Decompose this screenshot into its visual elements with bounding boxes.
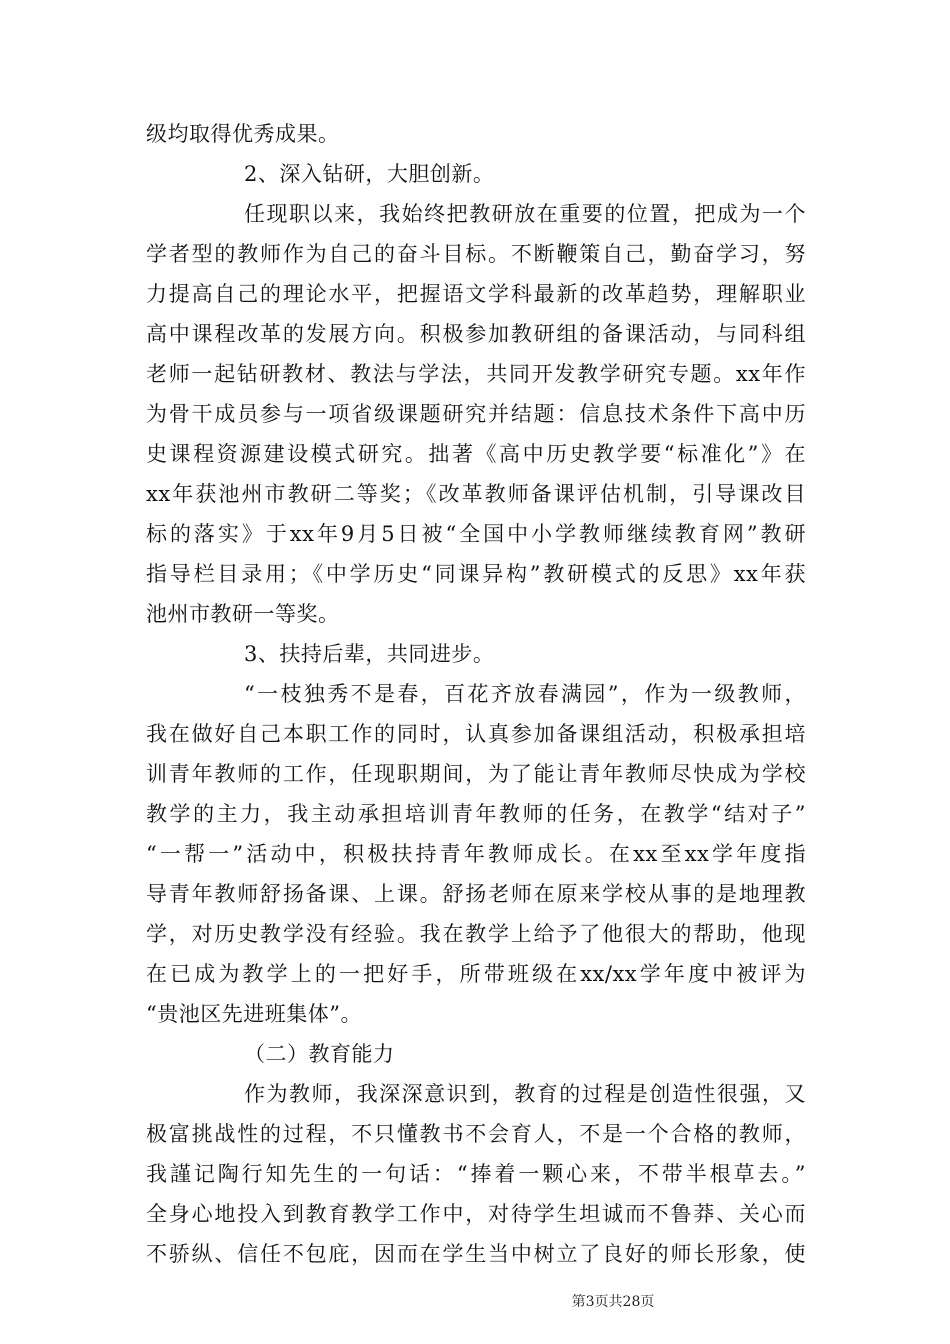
paragraph-line: 指导栏目录用；《中学历史“同课异构”教研模式的反思》xx年获 xyxy=(146,562,806,586)
paragraph-line: 我謹记陶行知先生的一句话：“捧着一颗心来，不带半根草去。” xyxy=(146,1162,806,1186)
page-number-footer: 第3页共28页 xyxy=(571,1294,655,1310)
paragraph-line: 老师一起钻研教材、教法与学法，共同开发教学研究专题。xx年作 xyxy=(146,362,806,386)
paragraph-line: 全身心地投入到教育教学工作中，对待学生坦诚而不鲁莽、关心而 xyxy=(146,1202,806,1226)
paragraph-line: 学，对历史教学没有经验。我在教学上给予了他很大的帮助，他现 xyxy=(146,922,806,946)
paragraph-line: 导青年教师舒扬备课、上课。舒扬老师在原来学校从事的是地理教 xyxy=(146,882,806,906)
paragraph-line: “一帮一”活动中，积极扶持青年教师成长。在xx至xx学年度指 xyxy=(146,842,806,866)
paragraph-line: 作为教师，我深深意识到，教育的过程是创造性很强，又 xyxy=(244,1082,806,1106)
paragraph-line: “一枝独秀不是春，百花齐放春满园”，作为一级教师， xyxy=(244,682,806,706)
paragraph-line: 高中课程改革的发展方向。积极参加教研组的备课活动，与同科组 xyxy=(146,322,806,346)
paragraph-line: 任现职以来，我始终把教研放在重要的位置，把成为一个 xyxy=(244,202,806,226)
paragraph-line: 标的落实》于xx年9月5日被“全国中小学教师继续教育网”教研 xyxy=(146,522,806,546)
paragraph-line: 史课程资源建设模式研究。拙著《高中历史教学要“标准化”》在 xyxy=(146,442,806,466)
paragraph-line: 级均取得优秀成果。 xyxy=(146,122,340,146)
paragraph-line: 极富挑战性的过程，不只懂教书不会育人，不是一个合格的教师， xyxy=(146,1122,806,1146)
section-heading: 2、深入钻研，大胆创新。 xyxy=(244,162,495,186)
paragraph-line: 不骄纵、信任不包庇，因而在学生当中树立了良好的师长形象，使 xyxy=(146,1242,806,1266)
paragraph-line: 力提高自己的理论水平，把握语文学科最新的改革趋势，理解职业 xyxy=(146,282,806,306)
paragraph-line: 在已成为教学上的一把好手，所带班级在xx/xx学年度中被评为 xyxy=(146,962,806,986)
paragraph-line: 教学的主力，我主动承担培训青年教师的任务，在教学“结对子” xyxy=(146,802,806,826)
paragraph-line: 池州市教研一等奖。 xyxy=(146,602,340,626)
paragraph-line: “贵池区先进班集体”。 xyxy=(146,1002,362,1026)
section-heading: （二）教育能力 xyxy=(244,1042,395,1066)
paragraph-line: 训青年教师的工作，任现职期间，为了能让青年教师尽快成为学校 xyxy=(146,762,806,786)
paragraph-line: 为骨干成员参与一项省级课题研究并结题：信息技术条件下高中历 xyxy=(146,402,806,426)
paragraph-line: xx年获池州市教研二等奖；《改革教师备课评估机制，引导课改目 xyxy=(146,482,806,506)
paragraph-line: 我在做好自己本职工作的同时，认真参加备课组活动，积极承担培 xyxy=(146,722,806,746)
section-heading: 3、扶持后辈，共同进步。 xyxy=(244,642,495,666)
paragraph-line: 学者型的教师作为自己的奋斗目标。不断鞭策自己，勤奋学习，努 xyxy=(146,242,806,266)
